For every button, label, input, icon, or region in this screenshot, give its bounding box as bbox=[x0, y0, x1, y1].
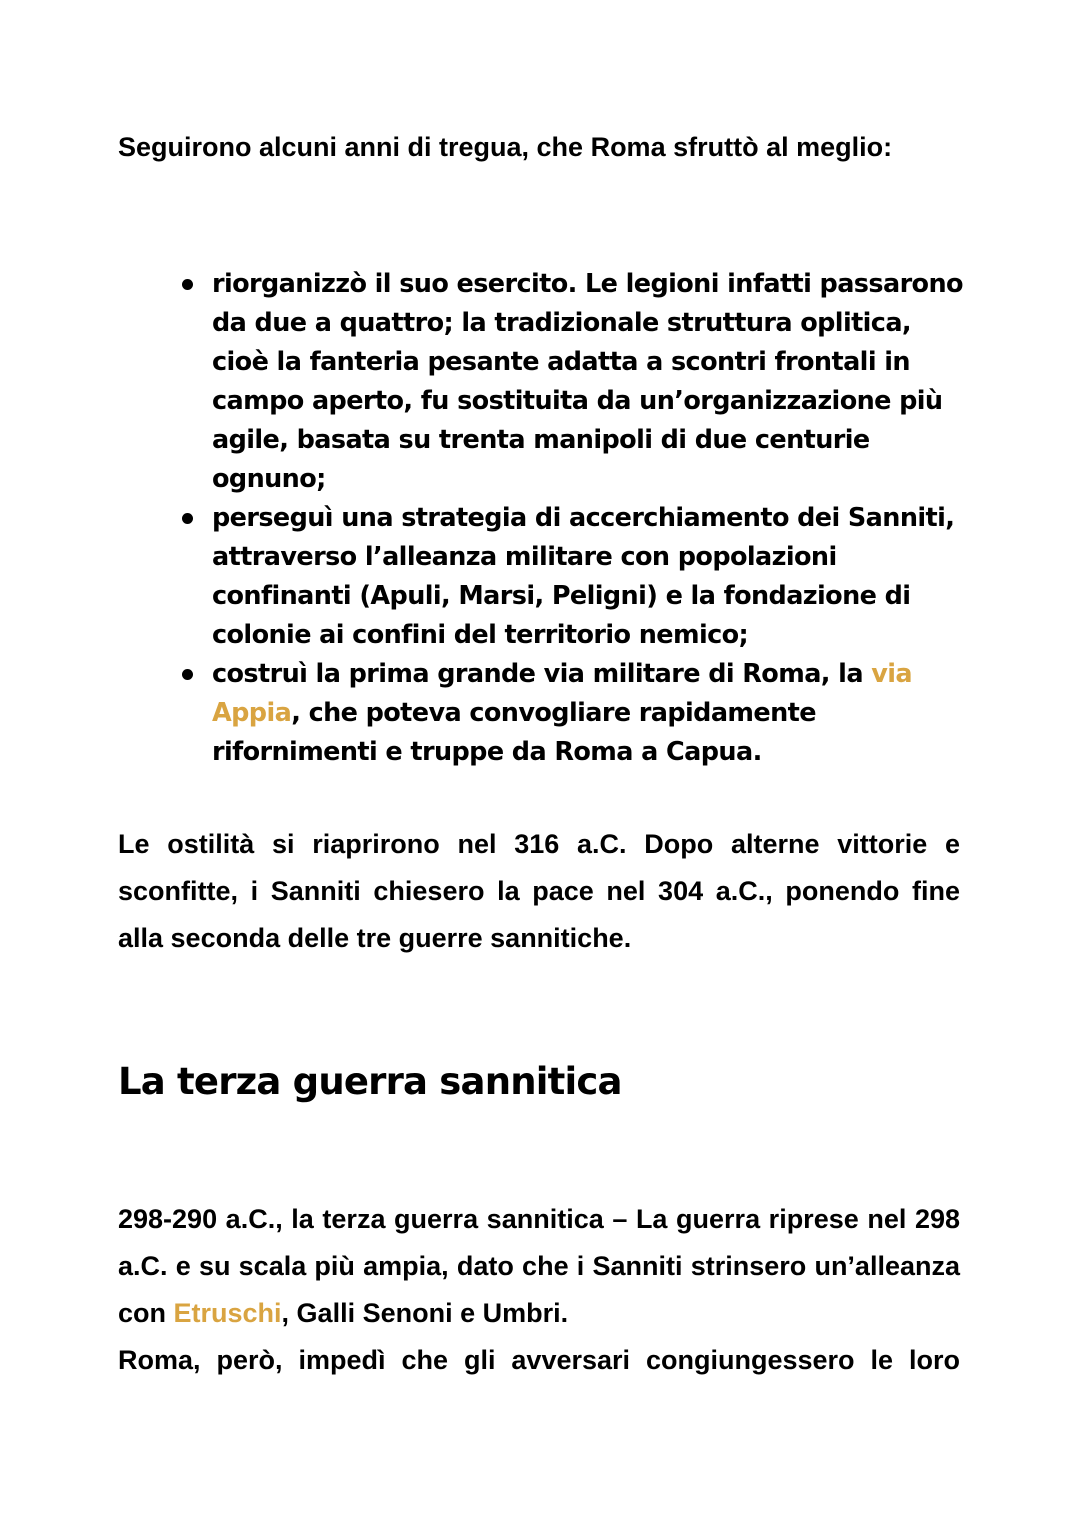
list-item bbox=[0, 265, 972, 499]
bullet-icon bbox=[182, 669, 193, 680]
list-item-text-before: costruì la prima grande via militare di Roma, la bbox=[212, 659, 872, 689]
etruschi-highlight: Etruschi bbox=[173, 1298, 282, 1328]
bullet-icon bbox=[182, 513, 193, 524]
paragraph-roma: Roma, però, impedì che gli avversari congiungessero le loro bbox=[118, 1345, 960, 1375]
list-item bbox=[0, 655, 972, 772]
list-item-text-after: , che poteva convogliare rapidamente rifornimenti e truppe da Roma a Capua. bbox=[212, 698, 816, 767]
paragraph-ostilita: Le ostilità si riaprirono nel 316 a.C. Dopo alterne vittorie e sconfitte, i Sanniti chiesero la pace nel 304 a.C., ponendo fine alla seconda delle tre guerre sannitiche. bbox=[118, 829, 960, 953]
paragraph-text-before: 298-290 a.C., la terza guerra sannitica – La guerra riprese nel 298 a.C. e su scala più ampia, dato che i Sanniti strinsero un’alleanza con bbox=[118, 1204, 960, 1328]
paragraph-text-after: , Galli Senoni e Umbri. bbox=[281, 1298, 569, 1328]
bullet-list bbox=[0, 265, 1080, 772]
intro-sentence: Seguirono alcuni anni di tregua, che Roma sfruttò al meglio: bbox=[118, 132, 893, 162]
list-item-text: perseguì una strategia di accerchiamento dei Sanniti, attraverso l’alleanza militare con popolazioni confinanti (Apuli, Marsi, Peligni) e la fondazione di colonie ai confini del territorio nemico; bbox=[212, 503, 955, 650]
paragraph-terza-guerra bbox=[118, 1196, 960, 1337]
list-item bbox=[0, 499, 972, 655]
list-item-text: riorganizzò il suo esercito. Le legioni infatti passarono da due a quattro; la tradizionale struttura oplitica, cioè la fanteria pesante adatta a scontri frontali in campo aperto, fu sostituita da un’organizzazione più agile, basata su trenta manipoli di due centurie ognuno; bbox=[212, 269, 963, 494]
section-heading: La terza guerra sannitica bbox=[118, 1060, 622, 1103]
bullet-icon bbox=[182, 279, 193, 290]
via-appia-highlight: via Appia bbox=[212, 659, 912, 728]
